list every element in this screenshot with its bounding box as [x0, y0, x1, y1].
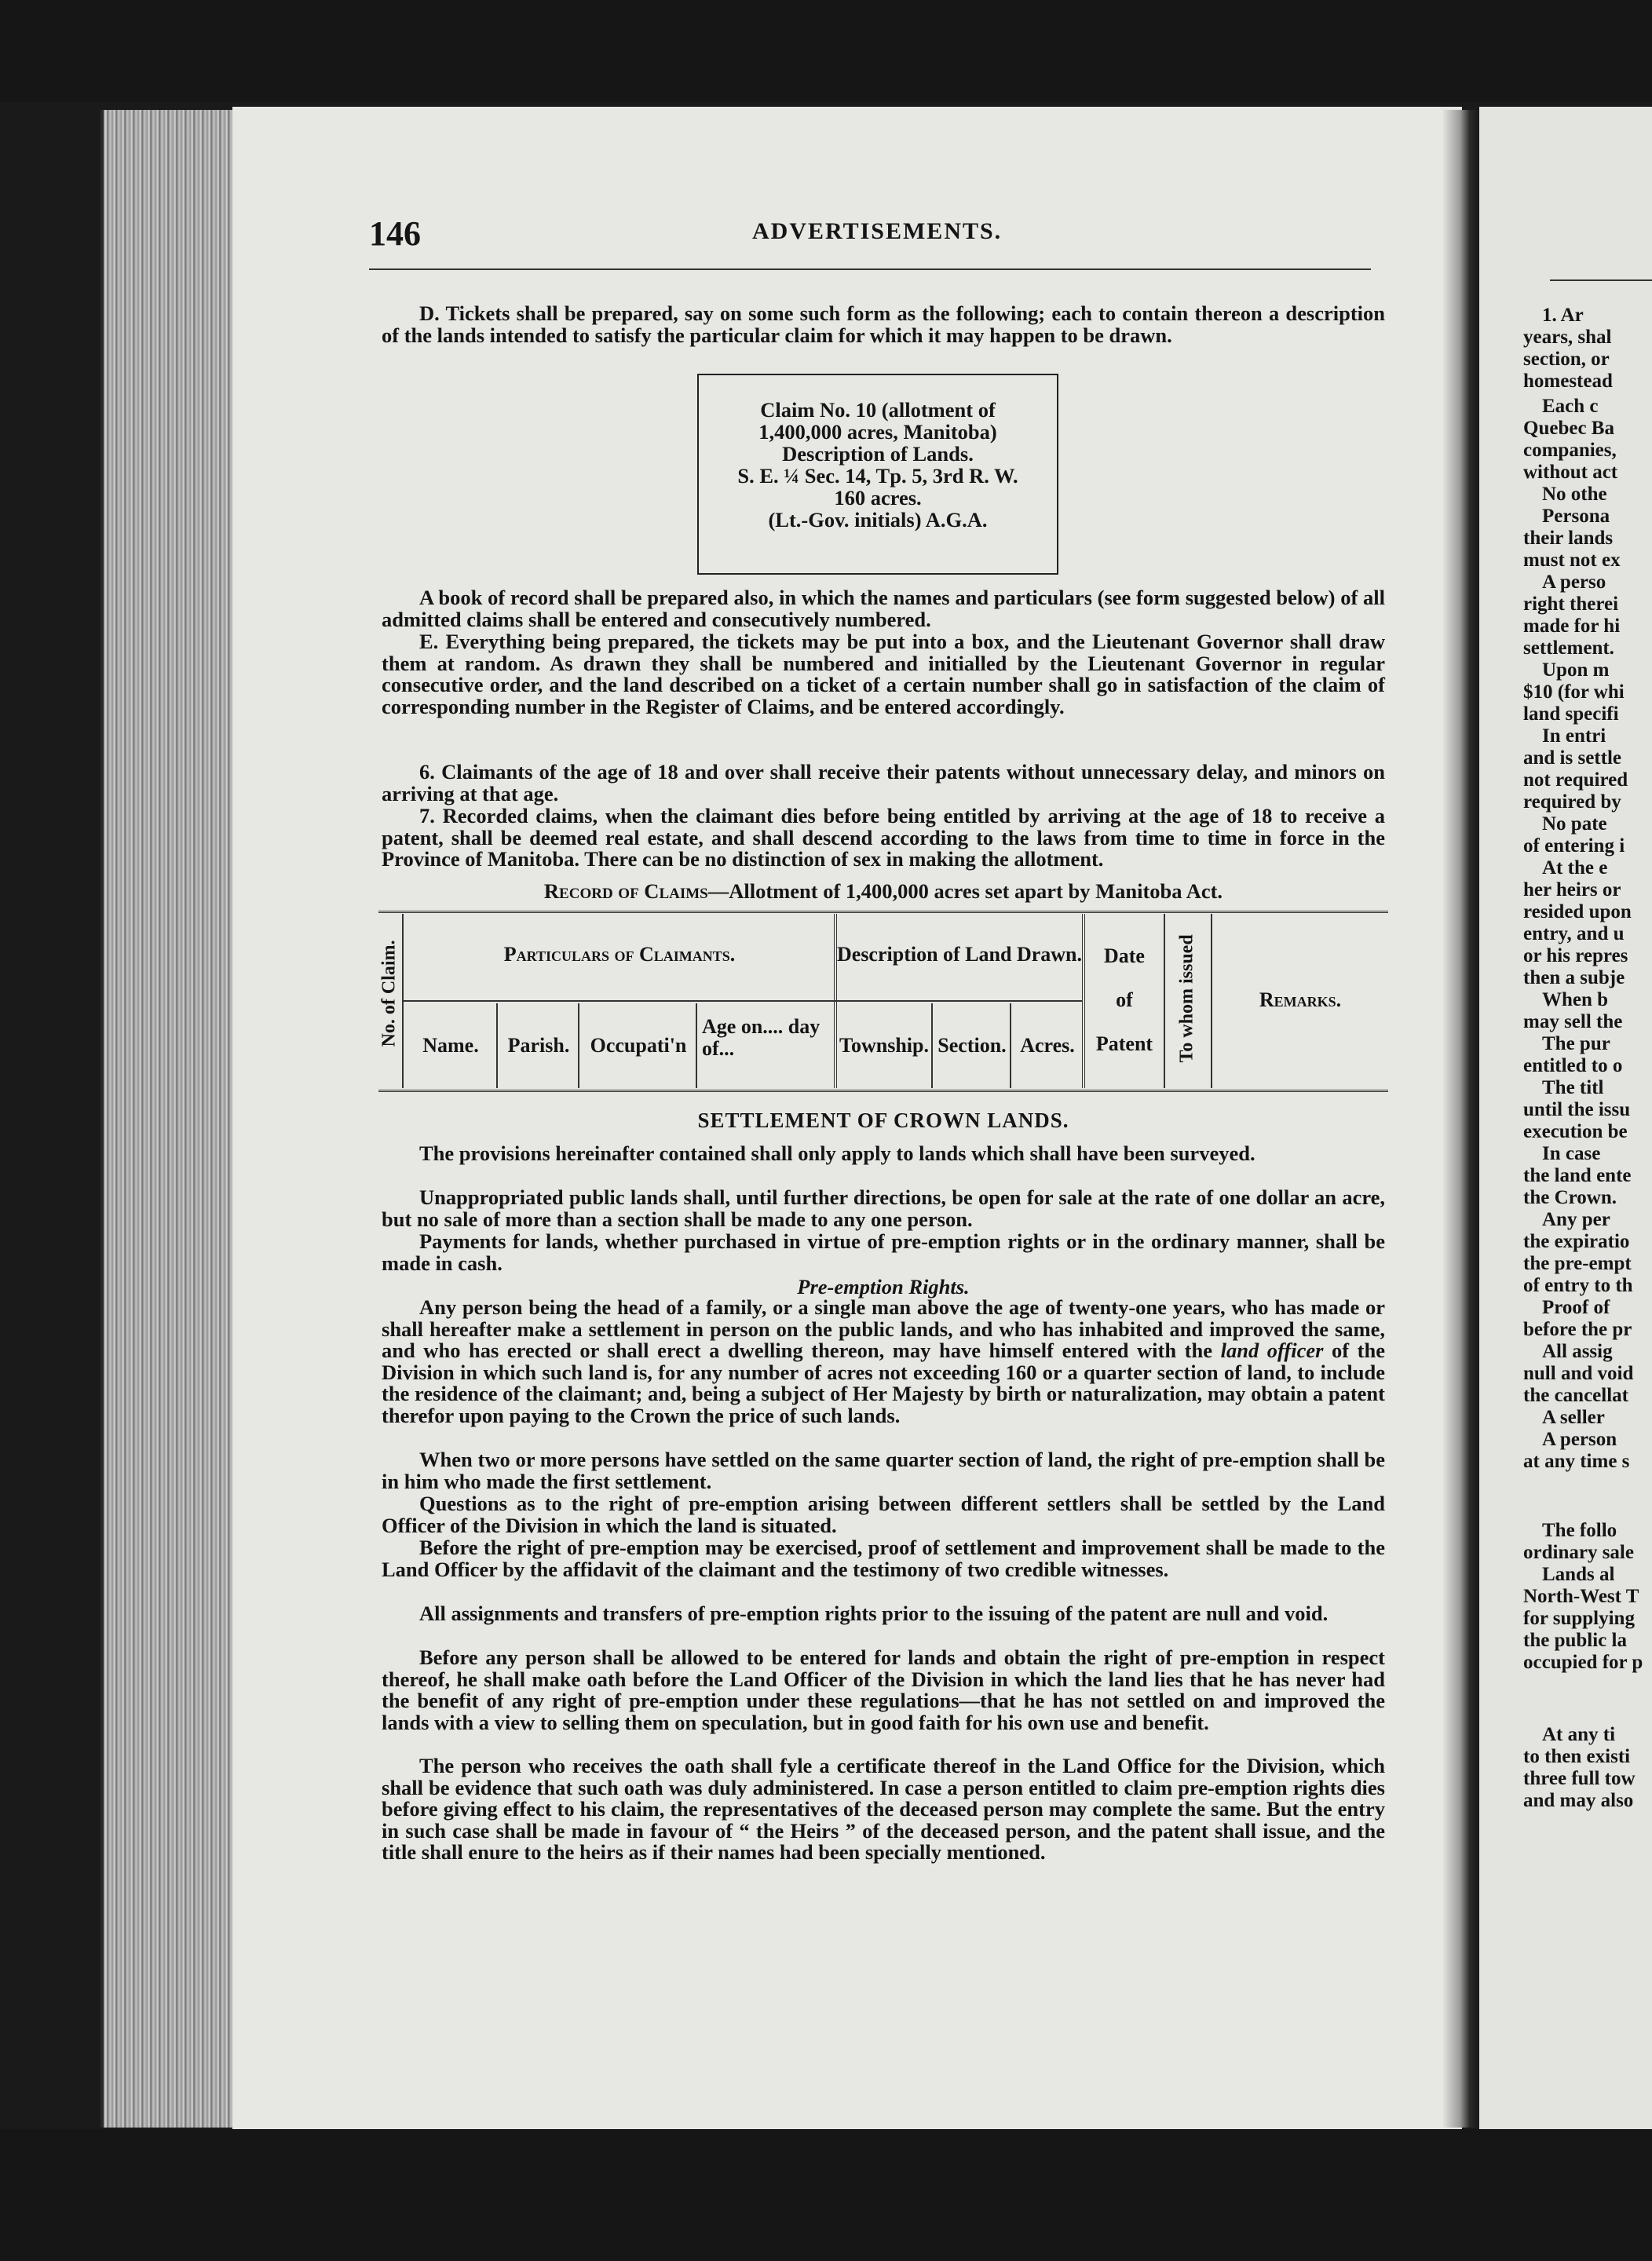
- table-column-rule: [578, 1003, 579, 1088]
- running-head: ADVERTISEMENTS.: [752, 218, 1003, 244]
- right-page-line: the land ente: [1523, 1165, 1632, 1186]
- right-page-line: At the e: [1542, 857, 1608, 878]
- right-page-line: Lands al: [1542, 1564, 1615, 1585]
- table-column-rule: [496, 1003, 498, 1088]
- right-page-line: years, shal: [1523, 327, 1612, 348]
- record-of-claims-table: [378, 911, 1388, 1094]
- sample-ticket: [697, 374, 1058, 575]
- paragraph-text: Everything being prepared, the tickets may be put into a box, and the Lieutenant Governor shall draw them at random. As drawn they shall be numbered and initialled by the Lieutenant Governor in regular consecutive order, and the land described on a ticket of a certain number shall go in satisfaction of the claim of corresponding number in the Register of Claims, and be entered accordingly.: [382, 630, 1385, 718]
- right-page-line: entitled to o: [1523, 1055, 1623, 1076]
- table-column-rule: [931, 1003, 933, 1088]
- right-page-line: $10 (for whi: [1523, 681, 1625, 703]
- right-page-line: of entering i: [1523, 835, 1625, 857]
- right-page-line: the pre-empt: [1523, 1253, 1632, 1274]
- col-no-of-claim: No. of Claim.: [378, 940, 400, 1047]
- right-page-line: may sell the: [1523, 1011, 1623, 1032]
- right-page-line: North-West T: [1523, 1586, 1639, 1607]
- right-page-line: The follo: [1542, 1520, 1617, 1541]
- table-column-rule: [1010, 1003, 1011, 1088]
- right-page-line: All assig: [1542, 1341, 1613, 1362]
- scan-background-bottom: [0, 2129, 1652, 2261]
- right-page-line: required by: [1523, 791, 1621, 813]
- right-page-line: Each c: [1542, 396, 1599, 417]
- paragraph-7: 7. Recorded claims, when the claimant dies before being entitled by arriving at the age of 18 to receive a patent, shall be deemed real estate, and shall descend according to the laws from time to time in force in the Province of Manitoba. There can be no distinction of sex in making the allotment.: [382, 804, 1385, 871]
- right-page-line: to then existi: [1523, 1746, 1631, 1767]
- date-line: Date: [1104, 944, 1145, 967]
- ticket-line: Description of Lands.: [782, 442, 974, 466]
- right-page-line: right therei: [1523, 594, 1619, 615]
- paragraph-marker: E.: [419, 630, 439, 653]
- right-page-line: execution be: [1523, 1121, 1628, 1142]
- col-to-whom-issued: To whom issued: [1176, 934, 1197, 1063]
- right-page-line: her heirs or: [1523, 879, 1621, 900]
- date-line: Patent: [1095, 1032, 1153, 1055]
- right-page-line: The pur: [1542, 1033, 1610, 1054]
- paragraph-e: [382, 631, 1385, 718]
- right-page-line: at any time s: [1523, 1451, 1630, 1472]
- col-occupation: Occupati'n: [590, 1034, 687, 1057]
- col-township: Township.: [839, 1034, 929, 1057]
- settlement-paragraph: Before the right of pre-emption may be exercised, proof of settlement and improvement shall be made to the Land Officer by the affidavit of the claimant and the testimony of two credible witnesses.: [382, 1536, 1385, 1581]
- right-page-line: Any per: [1542, 1209, 1610, 1230]
- right-page-line: the cancellat: [1523, 1385, 1628, 1406]
- paragraph-text: Tickets shall be prepared, say on some such form as the following; each to contain thereon a description of the lands intended to satisfy the particular claim for which it may happen to be drawn.: [382, 301, 1385, 347]
- land-officer-term: land officer: [1220, 1339, 1324, 1363]
- right-page-line: section, or: [1523, 349, 1610, 370]
- table-header-rule: [402, 1000, 834, 1002]
- table-column-rule: [1211, 914, 1212, 1088]
- record-of-claims-heading: [382, 879, 1385, 904]
- record-heading-text: —Allotment of 1,400,000 acres set apart by Manitoba Act.: [707, 879, 1223, 903]
- paragraph-d: [382, 303, 1385, 346]
- right-page-line: A seller: [1542, 1407, 1605, 1428]
- settlement-paragraph: The provisions hereinafter contained shall only apply to lands which shall have been surveyed.: [419, 1141, 1255, 1165]
- right-page-line: resided upon: [1523, 901, 1632, 922]
- right-page-line: and is settle: [1523, 747, 1621, 769]
- right-page-line: without act: [1523, 462, 1618, 483]
- settlement-paragraph: The person who receives the oath shall fyle a certificate thereof in the Land Office for the Division, which shall be evidence that such oath was duly administered. In case a person entitled to claim pre-emption rights dies before giving effect to his claim, the representatives of the deceased person may complete the same. But the entry in such case shall be made in favour of “ the Heirs ” of the deceased person, and the patent shall issue, and the title shall enure to the heirs as if their names had been specially mentioned.: [382, 1754, 1385, 1865]
- col-name: Name.: [422, 1034, 479, 1057]
- right-page-line: then a subje: [1523, 967, 1625, 988]
- right-page-line: the Crown.: [1523, 1187, 1617, 1208]
- date-line: of: [1116, 988, 1133, 1011]
- header-rule: [369, 268, 1371, 270]
- right-page-line: No othe: [1542, 484, 1607, 505]
- page-header: [369, 214, 1371, 253]
- right-page-line: 1. Ar: [1542, 305, 1584, 326]
- right-page-line: settlement.: [1523, 637, 1614, 659]
- ticket-line: Claim No. 10 (allotment of: [760, 398, 996, 422]
- paragraph-text: Any person being the head of a family, or a single man above the age of twenty-one years, who has made or shall hereafter make a settlement in person on the public lands, and who has inhabited and improved the same, and who has erected or shall erect a dwelling thereon, may have himself entered with the: [382, 1295, 1385, 1363]
- settlement-paragraph: All assignments and transfers of pre-emption rights prior to the issuing of the patent are null and void.: [419, 1602, 1329, 1625]
- right-page: [1479, 107, 1652, 2140]
- paragraph-book-of-record: A book of record shall be prepared also, in which the names and particulars (see form suggested below) of all admitted claims shall be entered and consecutively numbered.: [382, 586, 1385, 631]
- right-page-line: Upon m: [1542, 659, 1610, 681]
- right-page-line: ordinary sale: [1523, 1542, 1634, 1563]
- col-acres: Acres.: [1020, 1034, 1075, 1057]
- right-page-line: the expiratio: [1523, 1231, 1630, 1252]
- table-top-rule: [378, 911, 1388, 913]
- scan-background-top: [0, 0, 1652, 102]
- table-header-rule: [834, 1000, 1082, 1002]
- col-group-particulars: Particulars of Claimants.: [503, 943, 736, 966]
- book-gutter: [1443, 110, 1481, 2128]
- settlement-paragraph: Before any person shall be allowed to be entered for lands and obtain the right of pre-emption in respect thereof, he shall make oath before the Land Officer of the Division in which the land lies that he has never had the benefit of any right of pre-emption under these regulations—that he has not settled on and improved the lands with a view to selling them on speculation, but in good faith for his own use and benefit.: [382, 1646, 1385, 1734]
- right-page-line: or his repres: [1523, 945, 1628, 966]
- right-page-line: the public la: [1523, 1630, 1627, 1651]
- right-page-line: before the pr: [1523, 1319, 1632, 1340]
- right-page-line: until the issu: [1523, 1099, 1631, 1120]
- right-page-line: A person: [1542, 1429, 1617, 1450]
- right-page-line: made for hi: [1523, 615, 1621, 637]
- col-section: Section.: [937, 1034, 1007, 1057]
- table-column-rule: [696, 1003, 697, 1088]
- right-page-line: No pate: [1542, 813, 1607, 835]
- book-page-edges: [101, 110, 242, 2128]
- right-page-line: not required: [1523, 769, 1628, 791]
- right-page-line: null and void: [1523, 1363, 1634, 1384]
- right-page-line: In entri: [1542, 725, 1606, 747]
- right-page-line: of entry to th: [1523, 1275, 1633, 1296]
- col-parish: Parish.: [507, 1034, 570, 1057]
- right-page-line: and may also: [1523, 1790, 1634, 1811]
- paragraph-text: of the Division in which such land is, for any number of acres not exceeding 160 or a quarter section of land, to include the residence of the claimant; and, being a subject of Her Majesty by birth or naturalization, may obtain a patent therefor upon paying to the Crown the price of such lands.: [382, 1339, 1386, 1427]
- right-page-line: In case: [1542, 1143, 1601, 1164]
- settlement-paragraph: Payments for lands, whether purchased in virtue of pre-emption rights or in the ordinary manner, shall be made in cash.: [382, 1229, 1385, 1275]
- ticket-line: (Lt.-Gov. initials) A.G.A.: [768, 508, 988, 531]
- right-page-line: Persona: [1542, 506, 1610, 527]
- right-page-line: A perso: [1542, 572, 1606, 593]
- right-page-line: homestead: [1523, 371, 1613, 392]
- right-page-line: land specifi: [1523, 703, 1619, 725]
- right-page-line: for supplying: [1523, 1608, 1635, 1629]
- ticket-line: S. E. ¼ Sec. 14, Tp. 5, 3rd R. W.: [737, 464, 1018, 488]
- right-page-line: entry, and u: [1523, 923, 1625, 944]
- right-page-line: Quebec Ba: [1523, 418, 1614, 439]
- table-bottom-rule: [378, 1090, 1388, 1092]
- page-number: 146: [369, 214, 421, 253]
- right-page-line: their lands: [1523, 528, 1614, 549]
- record-heading-label: Record of Claims: [543, 879, 708, 903]
- right-page-line: must not ex: [1523, 550, 1621, 571]
- col-remarks: Remarks.: [1259, 988, 1342, 1011]
- paragraph-marker: D.: [419, 301, 440, 325]
- col-date-of-patent: [1085, 934, 1164, 1066]
- col-age: Age on.... day of...: [702, 1015, 821, 1060]
- settlement-paragraph: When two or more persons have settled on the same quarter section of land, the right of pre-emption shall be in him who made the first settlement.: [382, 1448, 1385, 1493]
- paragraph-6: 6. Claimants of the age of 18 and over shall receive their patents without unnecessary delay, and minors on arriving at that age.: [382, 760, 1385, 805]
- right-page-line: The titl: [1542, 1077, 1604, 1098]
- right-page-line: When b: [1542, 989, 1609, 1010]
- settlement-paragraph: Unappropriated public lands shall, until further directions, be open for sale at the rate of one dollar an acre, but no sale of more than a section shall be made to any one person.: [382, 1185, 1385, 1231]
- right-page-line: occupied for p: [1523, 1652, 1643, 1673]
- ticket-line: 160 acres.: [834, 486, 922, 510]
- ticket-line: 1,400,000 acres, Manitoba): [758, 420, 997, 444]
- preemption-heading: Pre-emption Rights.: [797, 1275, 970, 1299]
- right-page-line: three full tow: [1523, 1768, 1636, 1789]
- settlement-title: SETTLEMENT OF CROWN LANDS.: [697, 1109, 1069, 1132]
- right-page-line: Proof of: [1542, 1297, 1610, 1318]
- right-page-line: At any ti: [1542, 1724, 1616, 1745]
- settlement-paragraph: [382, 1297, 1385, 1427]
- col-group-description: Description of Land Drawn.: [837, 943, 1083, 966]
- table-column-rule: [1164, 914, 1165, 1088]
- right-page-line: companies,: [1523, 440, 1617, 461]
- right-page-head-rule: [1550, 279, 1652, 281]
- settlement-paragraph: Questions as to the right of pre-emption arising between different settlers shall be settled by the Land Officer of the Division in which the land is situated.: [382, 1492, 1385, 1537]
